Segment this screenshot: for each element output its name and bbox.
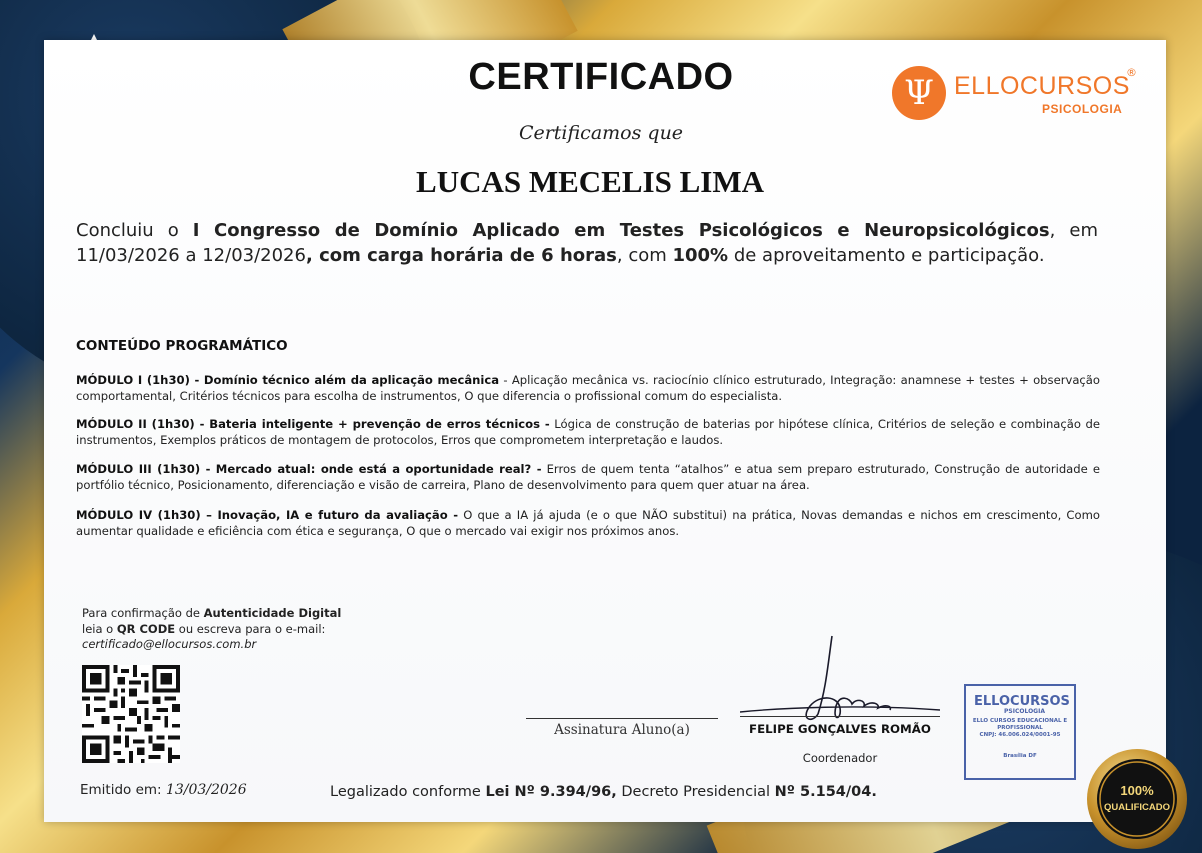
stamp-details: [970, 718, 1070, 760]
module-head: MÓDULO III (1h30) - Mercado atual: onde está a oportunidade real? -: [76, 462, 542, 476]
intro-text: Certificamos que: [518, 122, 684, 144]
stamp-line: PROFISSIONAL: [997, 725, 1043, 731]
legal-bold: Nº 5.154/04.: [774, 784, 877, 800]
stamp-line: ELLO CURSOS EDUCACIONAL E: [972, 718, 1068, 724]
body-part: de aproveitamento e participação.: [728, 245, 1045, 266]
auth-text: Para confirmação de: [82, 606, 204, 620]
qualified-seal-icon: [1086, 748, 1188, 850]
coordinator-role: Coordenador: [802, 751, 878, 765]
qr-code-icon[interactable]: [82, 665, 180, 763]
course-name: I Congresso de Domínio Aplicado em Testes Psicológicos e Neuropsicológicos: [192, 220, 1050, 241]
ellocursos-name: ELLOCURSOS: [954, 72, 1130, 100]
certificate-body: [76, 218, 1098, 268]
module-text: Lógica de construção de baterias por hipótese clínica, Critérios de seleção e combinação de instrumentos, Exemplos práticos de montagem de protocolos, Erros que comprometem interpretação e laudos.: [76, 417, 1100, 447]
module-text: Erros de quem tenta “atalhos” e atua sem preparo estruturado, Construção de autoridade e portfólio técnico, Posicionamento, diferenciação e visão de carreira, Plano de desenvolvimento para quem quer atuar na área.: [76, 462, 1100, 492]
program-title: CONTEÚDO PROGRAMÁTICO: [76, 338, 288, 354]
institution-stamp: [964, 684, 1076, 780]
body-part: , com: [616, 245, 673, 266]
auth-text: leia o: [82, 621, 117, 636]
authenticity-note: [82, 606, 382, 653]
legal-note: [330, 784, 877, 800]
auth-text: ou escreva para o e-mail:: [175, 621, 326, 636]
module-1: [76, 373, 1100, 404]
issued-date: [80, 782, 247, 798]
auth-email[interactable]: certificado@ellocursos.com.br: [82, 637, 257, 651]
module-head: MÓDULO IV (1h30) – Inovação, IA e futuro da avaliação -: [76, 508, 459, 522]
seal-top-text: 100%: [1120, 783, 1154, 798]
issued-label: Emitido em:: [80, 782, 162, 798]
module-text: - Aplicação mecânica vs. raciocínio clínico estruturado, Integração: anamnese + testes + observação comportamental, Critérios técnicos para escolha de instrumentos, O que diferencia o profissional comum do especialista.: [76, 373, 1100, 403]
body-part: Concluiu o: [76, 220, 193, 241]
module-3: [76, 462, 1100, 493]
course-hours: 6 horas: [541, 245, 617, 266]
ellocursos-subtitle: PSICOLOGIA: [1042, 102, 1123, 116]
module-4: [76, 508, 1100, 539]
registered-mark: ®: [1126, 66, 1137, 79]
auth-bold: Autenticidade Digital: [203, 606, 342, 620]
stamp-line: CNPJ: 46.006.024/0001-95: [979, 732, 1061, 738]
module-head: MÓDULO II (1h30) - Bateria inteligente + prevenção de erros técnicos -: [76, 417, 550, 431]
module-2: [76, 417, 1100, 448]
issued-date-value: 13/03/2026: [165, 782, 247, 798]
module-head: MÓDULO I (1h30) - Domínio técnico além da aplicação mecânica: [76, 373, 500, 387]
coordinator-signature-image: [740, 634, 940, 729]
student-signature-label: Assinatura Aluno(a): [554, 722, 690, 738]
auth-bold: QR CODE: [116, 621, 176, 636]
student-name: LUCAS MECELIS LIMA: [416, 164, 764, 199]
coordinator-name: FELIPE GONÇALVES ROMÃO: [749, 722, 931, 736]
psi-icon: Ψ: [892, 66, 946, 120]
legal-text: Legalizado conforme: [330, 784, 486, 800]
body-part: , em 11/03/2026 a 12/03/2026: [76, 220, 1098, 266]
legal-text: Decreto Presidencial: [616, 784, 775, 800]
ellocursos-logo: [892, 66, 1142, 126]
certificate-title: CERTIFICADO: [468, 56, 734, 98]
stamp-line: Brasília DF: [1003, 753, 1037, 759]
student-signature-line: [526, 718, 718, 719]
seal-bottom-text: QUALIFICADO: [1104, 802, 1170, 813]
body-part: , com carga horária de: [305, 245, 542, 266]
course-percent: 100%: [672, 245, 729, 266]
module-text: O que a IA já ajuda (e o que NÃO substitui) na prática, Novas demandas e nichos em crescimento, Como aumentar qualidade e eficiência com ética e segurança, O que o mercado vai exigir nos próximos anos.: [76, 508, 1100, 538]
coordinator-signature-line: [740, 716, 940, 717]
stamp-brand-sub: PSICOLOGIA: [1004, 708, 1045, 715]
stamp-brand: ELLOCURSOS: [974, 694, 1070, 709]
legal-bold: Lei Nº 9.394/96,: [485, 784, 617, 800]
